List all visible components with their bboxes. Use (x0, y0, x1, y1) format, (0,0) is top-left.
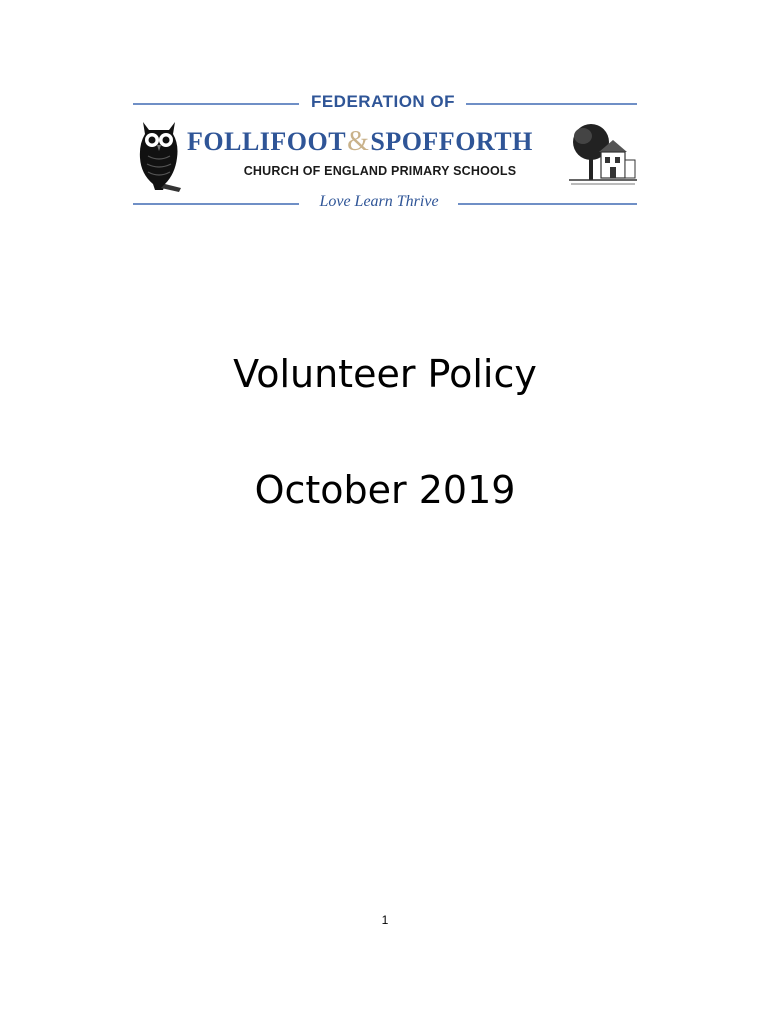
document-title: Volunteer Policy (233, 352, 537, 396)
school-name-ampersand: & (347, 126, 370, 157)
school-name-second: SPOFFORTH (370, 127, 533, 156)
church-building-icon (569, 122, 637, 186)
federation-label: FEDERATION OF (310, 92, 456, 111)
footer-rule-left (133, 203, 299, 205)
header-rule-left (133, 103, 299, 105)
owl-icon (135, 118, 183, 192)
school-name-first: FOLLIFOOT (187, 127, 347, 156)
letterhead (133, 92, 637, 214)
school-subtitle: CHURCH OF ENGLAND PRIMARY SCHOOLS (243, 164, 517, 178)
footer-rule-right (458, 203, 637, 205)
school-motto: Love Learn Thrive (319, 193, 439, 210)
school-name (187, 126, 573, 158)
page-number: 1 (381, 913, 389, 927)
document-date: October 2019 (254, 468, 516, 512)
header-rule-right (466, 103, 637, 105)
